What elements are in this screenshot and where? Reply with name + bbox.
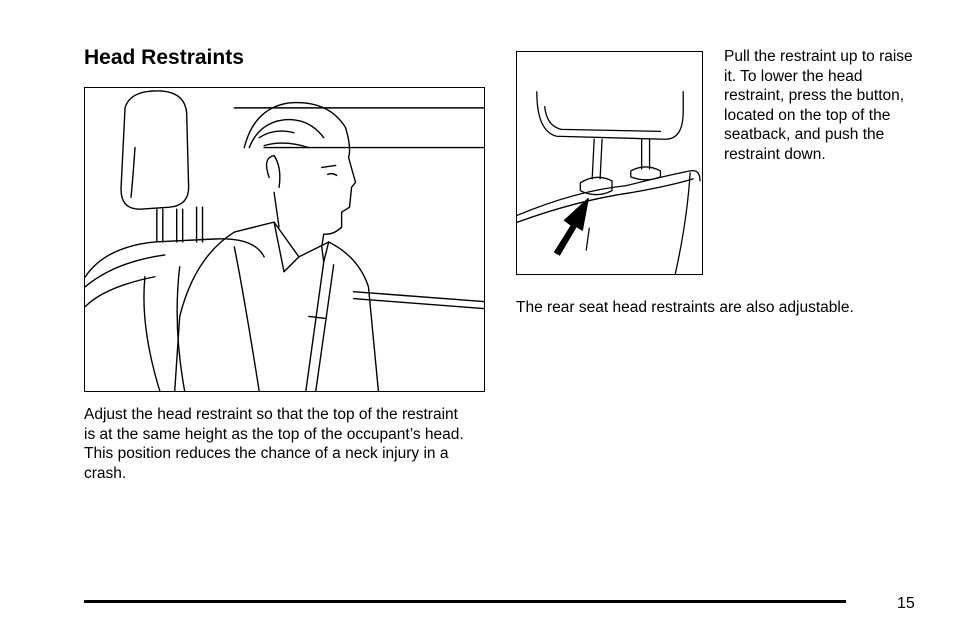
adjust-paragraph: Adjust the head restraint so that the top of the restraint is at the same height as the top of the occupant’s head. This position reduces the chance of a neck injury in a crash. bbox=[84, 406, 464, 482]
footer-rule bbox=[84, 600, 846, 603]
occupant-head-restraint-illustration bbox=[84, 87, 485, 392]
page-number: 15 bbox=[897, 595, 915, 612]
head-restraint-button-illustration bbox=[516, 51, 703, 275]
rear-restraints-paragraph: The rear seat head restraints are also adjustable. bbox=[516, 299, 854, 316]
page-title: Head Restraints bbox=[84, 46, 244, 69]
raise-lower-paragraph: Pull the restraint up to raise it. To lower the head restraint, press the button, located on the top of the seatback, and push the restraint down. bbox=[724, 48, 913, 163]
